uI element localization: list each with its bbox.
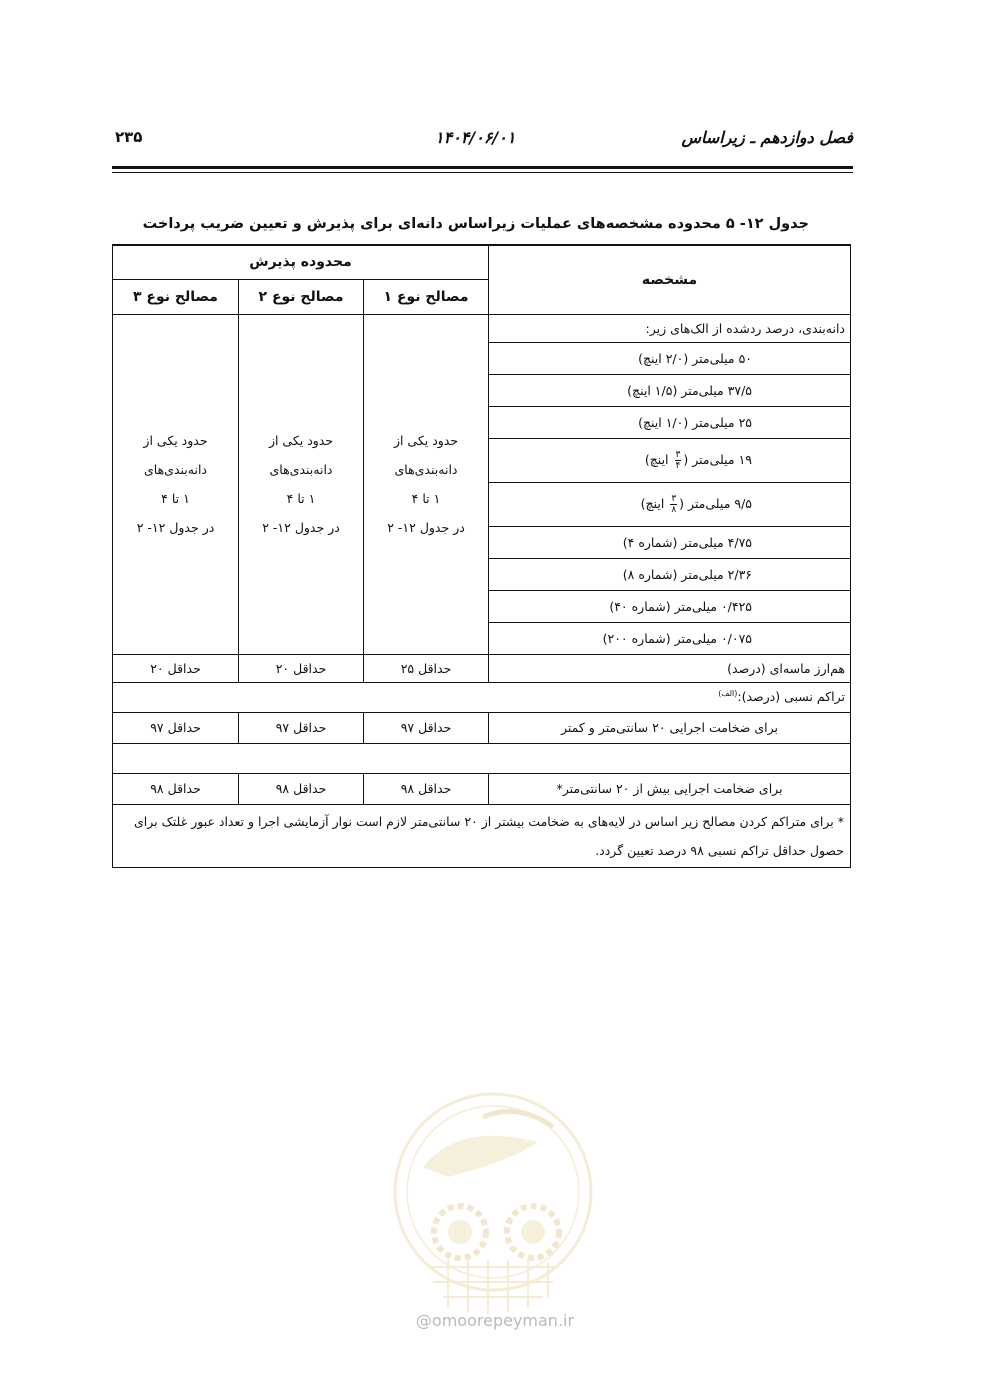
col-header-spec: مشخصه <box>489 245 851 314</box>
seal-logo-icon <box>388 1082 598 1342</box>
sieve-row: ۹/۵ میلی‌متر ( $\frac{۳}{۸}$ اینچ) <box>489 482 851 526</box>
fraction-three-quarter: $\frac{۳}{۴}$ <box>675 449 681 471</box>
table-footnote: * برای متراکم کردن مصالح زیر اساس در لایه‌های به ضخامت بیشتر از ۲۰ سانتی‌متر لازم است نوار آزمایشی اجرا و تعداد عبور غلتک برای حصول حداقل تراکم نسبی ۹۸ درصد تعیین گردد. <box>113 804 851 867</box>
col-header-acceptance: محدوده پذیرش <box>113 245 489 279</box>
table-title: جدول ۱۲- ۵ محدوده مشخصه‌های عملیات زیراساس دانه‌ای برای پذیرش و تعیین ضریب پرداخت <box>142 216 809 232</box>
sand-equivalent-type1: حداقل ۲۵ <box>364 654 489 682</box>
sieve-row: ۲۵ میلی‌متر (۱/۰ اینچ) <box>489 406 851 438</box>
thin-layer-type1: حداقل ۹۷ <box>364 712 489 743</box>
sieve-row: ۰/۰۷۵ میلی‌متر (شماره ۲۰۰) <box>489 622 851 654</box>
footnote-mark: (الف) <box>718 689 738 699</box>
sieve-row: ۳۷/۵ میلی‌متر (۱/۵ اینچ) <box>489 374 851 406</box>
sieve-row: ۱۹ میلی‌متر ( $\frac{۳}{۴}$ اینچ) <box>489 438 851 482</box>
document-date: ۱۴۰۴/۰۶/۰۱ <box>435 128 516 147</box>
thin-layer-type3: حداقل ۹۷ <box>113 712 239 743</box>
sieve-row: ۴/۷۵ میلی‌متر (شماره ۴) <box>489 526 851 558</box>
page-number: ۲۳۵ <box>115 128 143 146</box>
header-rule-thin <box>112 172 853 173</box>
grading-label: دانه‌بندی، درصد ردشده از الک‌های زیر: <box>489 314 851 342</box>
col-header-type2: مصالح نوع ۲ <box>239 279 364 314</box>
chapter-title: فصل دوازدهم ـ زیراساس <box>681 128 853 147</box>
empty-spacer-row <box>113 743 851 773</box>
thick-layer-type1: حداقل ۹۸ <box>364 773 489 804</box>
grading-range-type1: حدود یکی از دانه‌بندی‌های ۱ تا ۴ در جدول ۱۲- ۲ <box>364 314 489 654</box>
spec-table <box>112 244 851 868</box>
sieve-row: ۲/۳۶ میلی‌متر (شماره ۸) <box>489 558 851 590</box>
grading-range-type2: حدود یکی از دانه‌بندی‌های ۱ تا ۴ در جدول ۱۲- ۲ <box>239 314 364 654</box>
thick-layer-type3: حداقل ۹۸ <box>113 773 239 804</box>
thick-layer-label: برای ضخامت اجرایی بیش از ۲۰ سانتی‌متر* <box>489 773 851 804</box>
col-header-type3: مصالح نوع ۳ <box>113 279 239 314</box>
thick-layer-type2: حداقل ۹۸ <box>239 773 364 804</box>
thin-layer-type2: حداقل ۹۷ <box>239 712 364 743</box>
sand-equivalent-type2: حداقل ۲۰ <box>239 654 364 682</box>
sieve-row: ۵۰ میلی‌متر (۲/۰ اینچ) <box>489 342 851 374</box>
col-header-type1: مصالح نوع ۱ <box>364 279 489 314</box>
watermark-text: @omoorepeyman.ir <box>415 1311 575 1330</box>
thin-layer-label: برای ضخامت اجرایی ۲۰ سانتی‌متر و کمتر <box>489 712 851 743</box>
header-rule-thick <box>112 166 853 169</box>
compaction-label: تراکم نسبی (درصد):$^{(الف)}$ <box>113 682 851 712</box>
sand-equivalent-type3: حداقل ۲۰ <box>113 654 239 682</box>
sieve-row: ۰/۴۲۵ میلی‌متر (شماره ۴۰) <box>489 590 851 622</box>
sand-equivalent-label: هم‌ارز ماسه‌ای (درصد) <box>489 654 851 682</box>
fraction-three-eighth: $\frac{۳}{۸}$ <box>671 493 677 515</box>
grading-range-type3: حدود یکی از دانه‌بندی‌های ۱ تا ۴ در جدول ۱۲- ۲ <box>113 314 239 654</box>
